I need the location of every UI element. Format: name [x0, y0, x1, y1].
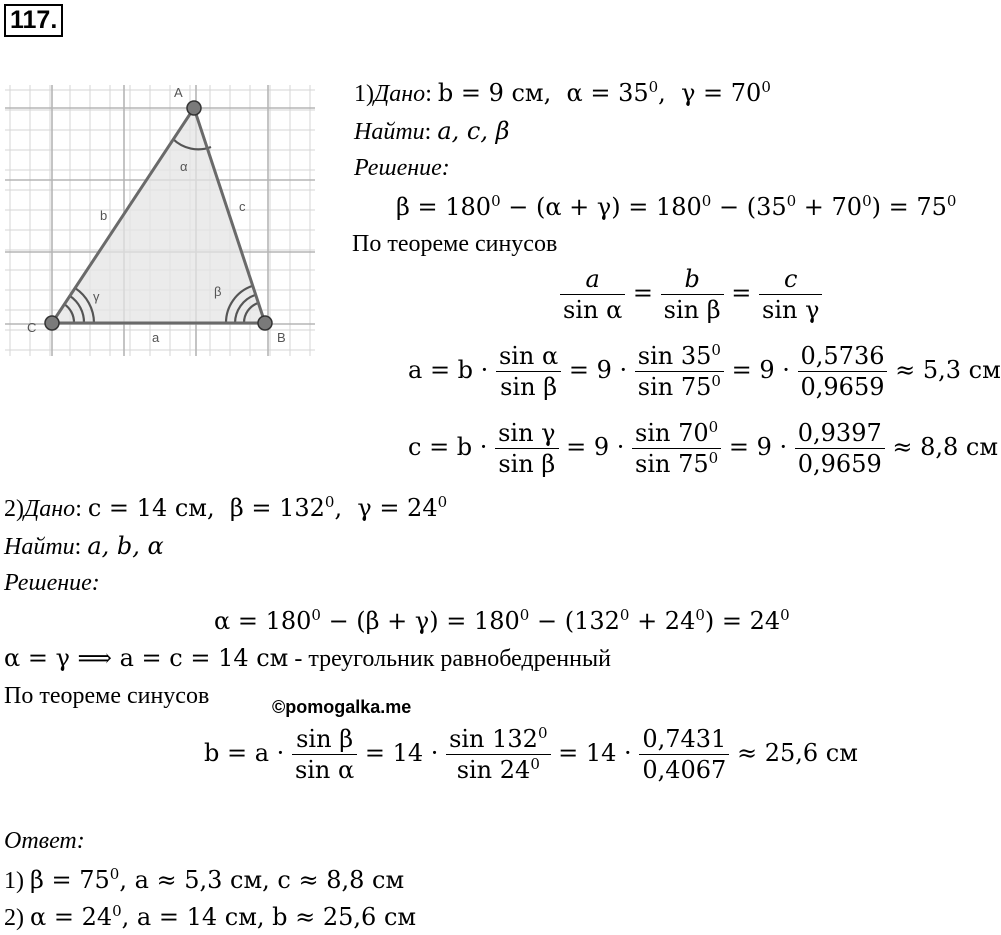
triangle-fill	[52, 108, 265, 323]
part1-theorem-heading: По теореме синусов	[352, 231, 558, 257]
triangle-figure	[0, 78, 320, 360]
part1-find-line: Найти: a, c, β	[354, 117, 510, 145]
vertex-b-point	[258, 316, 272, 330]
vertex-c-label: C	[27, 320, 37, 335]
part1-sine-ratio: $\frac{a}{\text{sin α}}$ = $\frac{b}{\text{sin β}}$ = $\frac{c}{\text{sin γ}}$	[560, 264, 822, 325]
part1-beta-equation: $\beta = 180^0 - (\alpha + \gamma) = 180^0 - (35^0 + 70^0) = 75^0$	[396, 192, 957, 221]
side-a-label: a	[152, 330, 160, 345]
part2-isosceles-line: α = γ ⟹ a = c = 14 см - треугольник равнобедренный	[4, 644, 611, 672]
answer-line-2: 2) $\alpha = 24^0$, a = 14 см, b ≈ 25,6 см	[4, 902, 417, 931]
problem-number: 117.	[4, 4, 63, 37]
part1-given-line: 1)Дано: b = 9 см, $\alpha = 35^0$, $\gamma = 70^0$	[354, 78, 771, 107]
part2-theorem-heading: По теореме синусов	[4, 683, 210, 709]
part2-given-line: 2)Дано: c = 14 см, $\beta = 132^0$, $\gamma = 24^0$	[4, 493, 448, 522]
side-b-label: b	[100, 208, 108, 223]
side-c-label: c	[239, 199, 246, 214]
vertex-a-label: A	[174, 85, 183, 100]
answer-label: Ответ:	[4, 828, 85, 854]
watermark: ©pomogalka.me	[272, 697, 412, 717]
part2-b-equation: b = a · $\frac{\text{sin β}}{\text{sin α}}$ = 14 · $\frac{\sin 132^0}{\sin 24^0}$ = 14 · $\frac{0,7431}{0,4067}$ ≈ 25,6 см	[204, 724, 858, 784]
part1-c-equation: c = b · $\frac{\text{sin γ}}{\text{sin β}}$ = 9 · $\frac{\sin 70^0}{\sin 75^0}$ = 9 · $\frac{0,9397}{0,9659}$ ≈ 8,8 см	[408, 418, 999, 478]
part2-alpha-equation: $\alpha = 180^0 - (\beta + \gamma) = 180^0 - (132^0 + 24^0) = 24^0$	[214, 606, 790, 635]
part2-solution-label: Решение:	[4, 570, 100, 596]
beta-label: β	[214, 284, 222, 299]
part2-find-line: Найти: a, b, α	[4, 532, 164, 560]
gamma-label: γ	[93, 289, 100, 304]
vertex-c-point	[45, 316, 59, 330]
part1-a-equation: a = b · $\frac{\text{sin α}}{\text{sin β}}$ = 9 · $\frac{\sin 35^0}{\sin 75^0}$ = 9 · $\frac{0,5736}{0,9659}$ ≈ 5,3 см	[408, 341, 1001, 401]
vertex-a-point	[187, 101, 201, 115]
alpha-label: α	[180, 159, 188, 174]
answer-line-1: 1) $\beta = 75^0$, a ≈ 5,3 см, c ≈ 8,8 см	[4, 865, 405, 894]
vertex-b-label: B	[277, 330, 286, 345]
part1-solution-label: Решение:	[354, 155, 450, 181]
